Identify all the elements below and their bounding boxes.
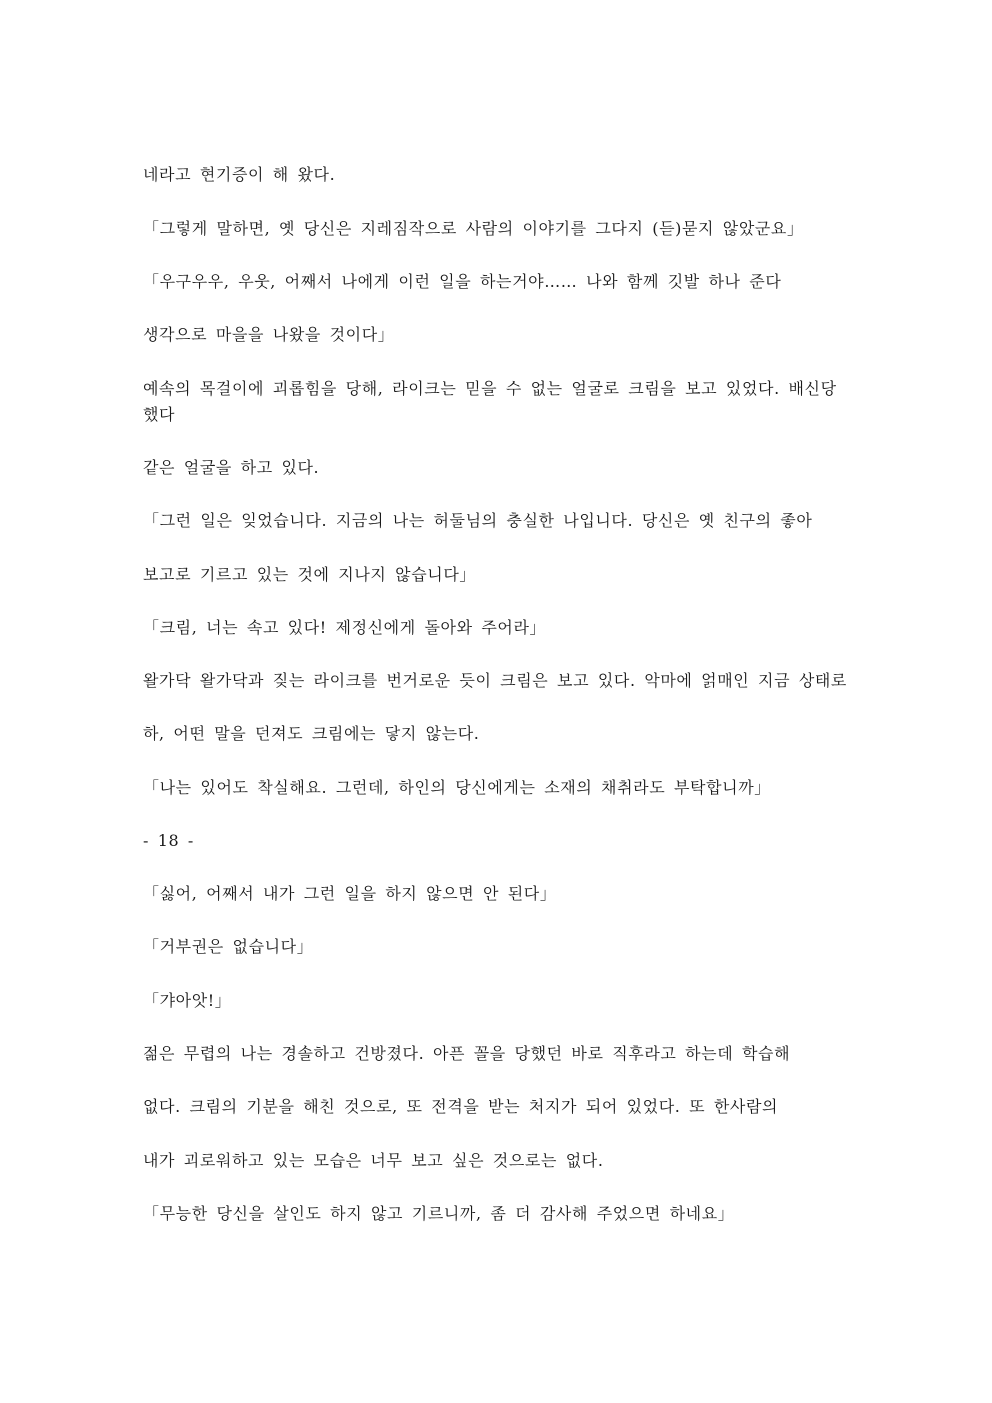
text-line: 젊은 무렵의 나는 경솔하고 건방졌다. 아픈 꼴을 당했던 바로 직후라고 하는데 학습해: [143, 1044, 791, 1063]
text-line: 왈가닥 왈가닥과 짖는 라이크를 번거로운 듯이 크림은 보고 있다. 악마에 얽매인 지금 상태로: [143, 671, 847, 690]
text-line: 생각으로 마을을 나왔을 것이다」: [143, 325, 395, 344]
text-line: 같은 얼굴을 하고 있다.: [143, 458, 320, 477]
text-line: 「그렇게 말하면, 옛 당신은 지레짐작으로 사람의 이야기를 그다지 (듣)묻지 않았군요」: [143, 219, 804, 238]
text-line: 「거부권은 없습니다」: [143, 937, 314, 956]
text-line: 없다. 크림의 기분을 해친 것으로, 또 전격을 받는 처지가 되어 있었다. 또 한사람의: [143, 1097, 779, 1116]
text-line: 예속의 목걸이에 괴롭힘을 당해, 라이크는 믿을 수 없는 얼굴로 크림을 보고 있었다. 배신당: [143, 379, 837, 398]
text-line: 보고로 기르고 있는 것에 지나지 않습니다」: [143, 565, 476, 584]
page-number: - 18 -: [143, 831, 194, 850]
text-line: 「갸아앗!」: [143, 991, 232, 1010]
text-line: 네라고 현기증이 해 왔다.: [143, 165, 336, 184]
text-line: 「그런 일은 잊었습니다. 지금의 나는 허둘님의 충실한 나입니다. 당신은 옛 친구의 좋아: [143, 511, 813, 530]
text-line: 「나는 있어도 착실해요. 그런데, 하인의 당신에게는 소재의 채취라도 부탁합니까」: [143, 778, 771, 797]
text-line: 내가 괴로워하고 있는 모습은 너무 보고 싶은 것으로는 없다.: [143, 1151, 604, 1170]
text-line: 「우구우우, 우웃, 어째서 나에게 이런 일을 하는거야…… 나와 함께 깃발 하나 준다: [143, 272, 782, 291]
text-line: 하, 어떤 말을 던져도 크림에는 닿지 않는다.: [143, 724, 480, 743]
text-line: 「크림, 너는 속고 있다! 제정신에게 돌아와 주어라」: [143, 618, 547, 637]
text-line: 「싫어, 어째서 내가 그런 일을 하지 않으면 안 된다」: [143, 884, 557, 903]
text-line: 했다: [143, 405, 176, 424]
text-line: 「무능한 당신을 살인도 하지 않고 기르니까, 좀 더 감사해 주었으면 하네요」: [143, 1204, 735, 1223]
